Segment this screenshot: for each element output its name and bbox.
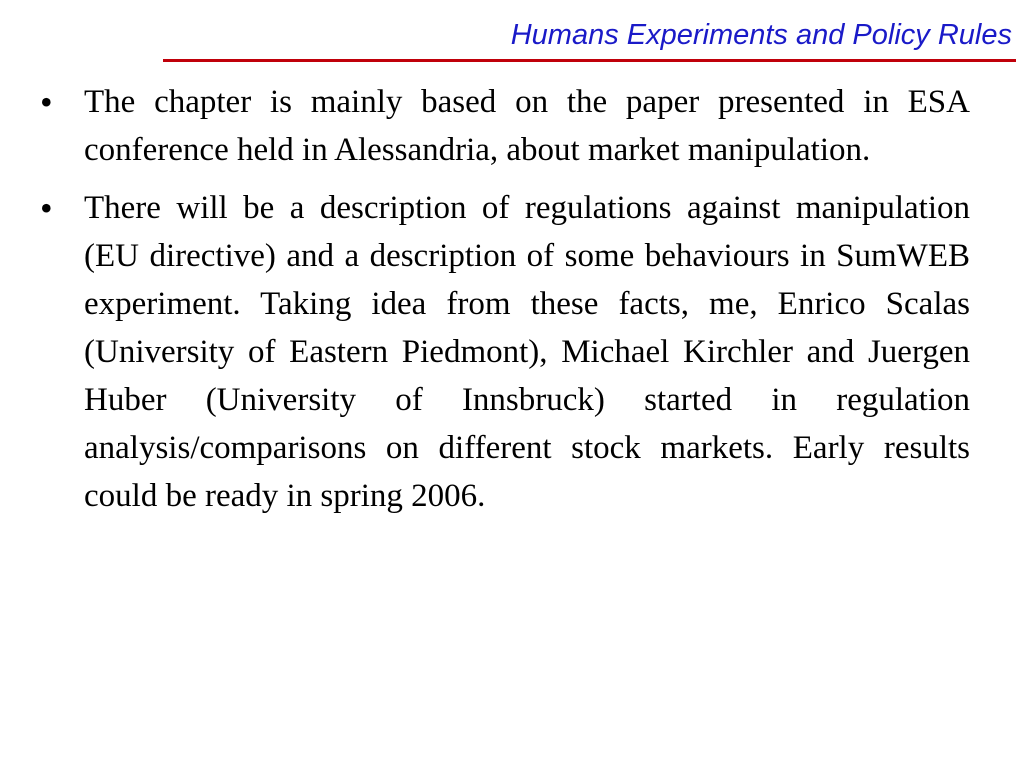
- bullet-list: [40, 78, 970, 530]
- bullet-item: [40, 78, 970, 174]
- title-underline-rule: [163, 59, 1016, 62]
- bullet-text: The chapter is mainly based on the paper presented in ESA conference held in Alessandria, about market manipulation.: [84, 84, 970, 168]
- bullet-dot-icon: •: [40, 188, 53, 228]
- bullet-dot-icon: •: [40, 82, 53, 122]
- slide-title: Humans Experiments and Policy Rules: [510, 19, 1012, 51]
- bullet-item: [40, 184, 970, 520]
- bullet-text: There will be a description of regulations against manipulation (EU directive) and a description of some behaviours in SumWEB experiment. Taking idea from these facts, me, Enrico Scalas (University of Eastern Piedmont), Michael Kirchler and Juergen Huber (University of Innsbruck) started in regulation analysis/comparisons on different stock markets. Early results could be ready in spring 2006.: [84, 190, 970, 514]
